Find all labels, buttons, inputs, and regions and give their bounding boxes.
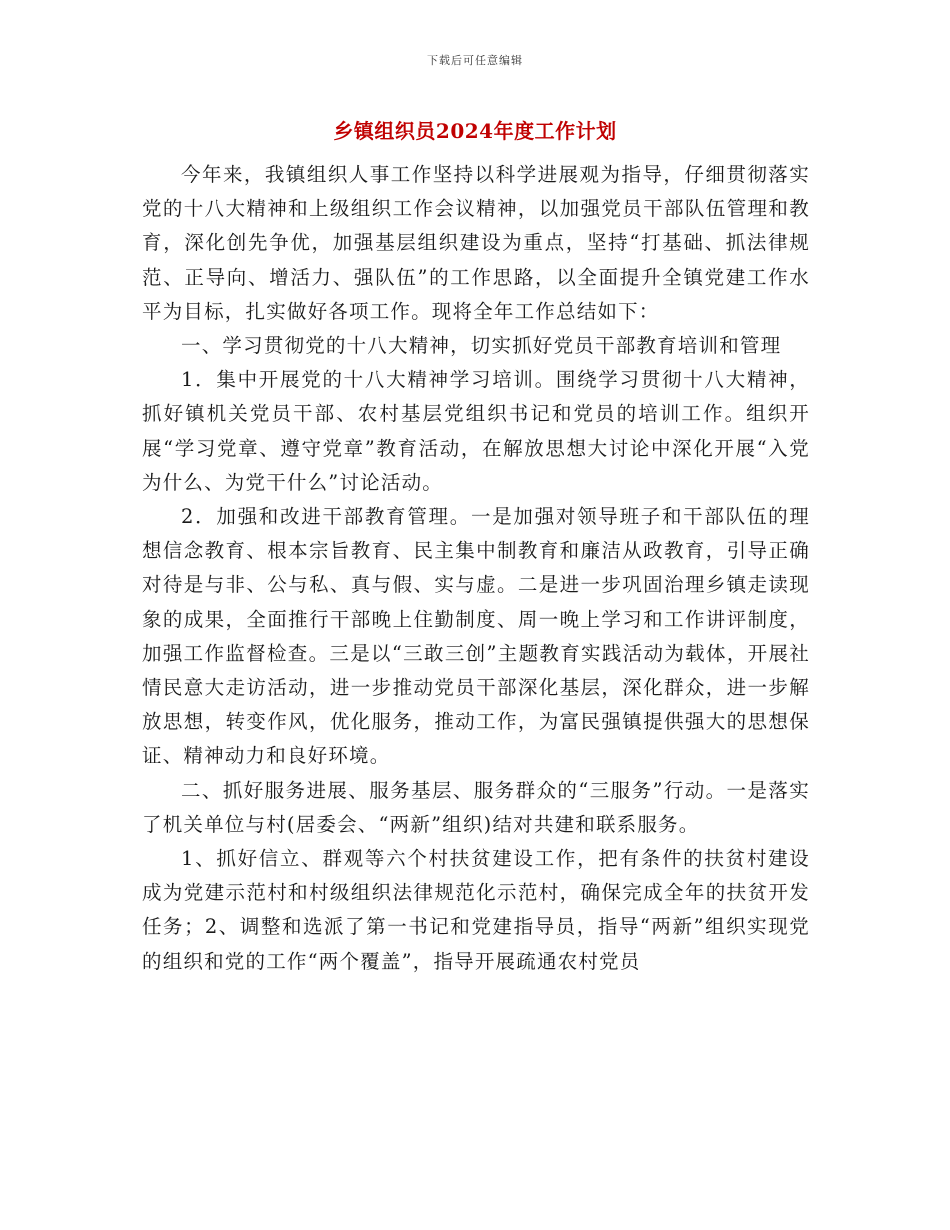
document-body [142,158,810,979]
paragraph-item-2: 2．加强和改进干部教育管理。一是加强对领导班子和干部队伍的理想信念教育、根本宗旨教育、民主集中制教育和廉洁从政教育，引导正确对待是与非、公与私、真与假、实与虚。二是进一步巩固治理乡镇走读现象的成果，全面推行干部晚上住勤制度、周一晚上学习和工作讲评制度，加强工作监督检查。三是以“三敢三创”主题教育实践活动为载体，开展社情民意大走访活动，进一步推动党员干部深化基层，深化群众，进一步解放思想，转变作风，优化服务，推动工作，为富民强镇提供强大的思想保证、精神动力和良好环境。 [142,505,810,768]
page-header-note: 下载后可任意编辑 [427,54,523,67]
paragraph-item-3: 1、抓好信立、群观等六个村扶贫建设工作，把有条件的扶贫村建设成为党建示范村和村级组织法律规范化示范村，确保完成全年的扶贫开发任务；2、调整和选派了第一书记和党建指导员，指导“两新”组织实现党的组织和党的工作“两个覆盖”，指导开展疏通农村党员 [142,847,810,973]
paragraph-intro: 今年来，我镇组织人事工作坚持以科学进展观为指导，仔细贯彻落实党的十八大精神和上级组织工作会议精神，以加强党员干部队伍管理和教育，深化创先争优，加强基层组织建设为重点，坚持“打基础、抓法律规范、正导向、增活力、强队伍”的工作思路，以全面提升全镇党建工作水平为目标，扎实做好各项工作。现将全年工作总结如下： [142,163,810,323]
paragraph-section-2-heading: 二、抓好服务进展、服务基层、服务群众的“三服务”行动。一是落实了机关单位与村(居委会、“两新”组织)结对共建和联系服务。 [142,778,810,836]
paragraph-section-1-heading: 一、学习贯彻党的十八大精神，切实抓好党员干部教育培训和管理 [181,334,782,358]
paragraph-item-1: 1．集中开展党的十八大精神学习培训。围绕学习贯彻十八大精神，抓好镇机关党员干部、农村基层党组织书记和党员的培训工作。组织开展“学习党章、遵守党章”教育活动，在解放思想大讨论中深化开展“入党为什么、为党干什么”讨论活动。 [142,368,810,494]
document-title: 乡镇组织员2024年度工作计划 [333,119,617,143]
